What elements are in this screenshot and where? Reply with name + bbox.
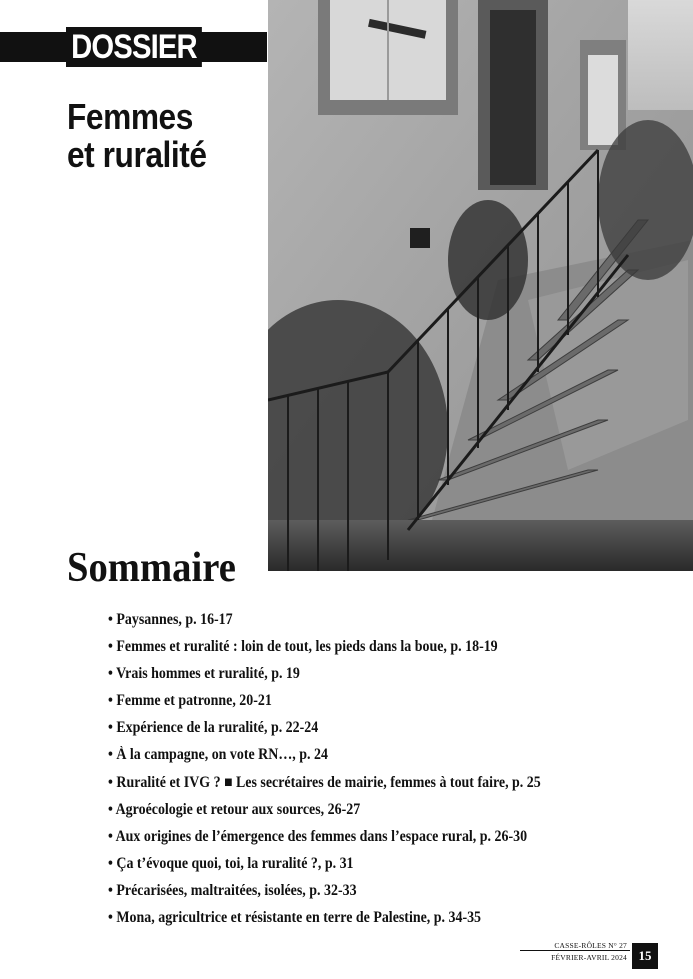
toc-item[interactable]: • Ruralité et IVG ? ■ Les secrétaires de mairie, femmes à tout faire, p. 25 xyxy=(108,773,541,791)
section-label: DOSSIER xyxy=(66,27,202,67)
summary-heading: Sommaire xyxy=(67,545,236,591)
title-line-2: et ruralité xyxy=(67,134,207,175)
toc-item[interactable]: • Vrais hommes et ruralité, p. 19 xyxy=(108,665,300,683)
toc-item[interactable]: • Expérience de la ruralité, p. 22-24 xyxy=(108,719,319,737)
footer-date: FÉVRIER-AVRIL 2024 xyxy=(551,953,627,962)
toc-item[interactable]: • Femmes et ruralité : loin de tout, les pieds dans la boue, p. 18-19 xyxy=(108,638,498,656)
toc-item[interactable]: • Précarisées, maltraitées, isolées, p. 32-33 xyxy=(108,881,357,899)
dossier-title xyxy=(67,98,267,174)
page-number: 15 xyxy=(632,943,658,969)
stairs-photo xyxy=(268,0,693,571)
toc-item[interactable]: • Agroécologie et retour aux sources, 26-27 xyxy=(108,800,361,818)
toc-item[interactable]: • Mona, agricultrice et résistante en terre de Palestine, p. 34-35 xyxy=(108,909,482,927)
footer-magazine: CASSE-RÔLES N° 27 xyxy=(554,941,627,950)
toc-item[interactable]: • Paysannes, p. 16-17 xyxy=(108,611,233,628)
table-of-contents xyxy=(108,606,678,931)
toc-item[interactable]: • Ça t’évoque quoi, toi, la ruralité ?, p. 31 xyxy=(108,854,354,872)
toc-item[interactable]: • Aux origines de l’émergence des femmes dans l’espace rural, p. 26-30 xyxy=(108,827,528,845)
title-line-1: Femmes xyxy=(67,96,193,137)
toc-item[interactable]: • Femme et patronne, 20-21 xyxy=(108,692,272,710)
stairs-photo-illustration xyxy=(268,0,693,571)
toc-item[interactable]: • À la campagne, on vote RN…, p. 24 xyxy=(108,746,328,764)
footer-divider xyxy=(520,950,630,951)
